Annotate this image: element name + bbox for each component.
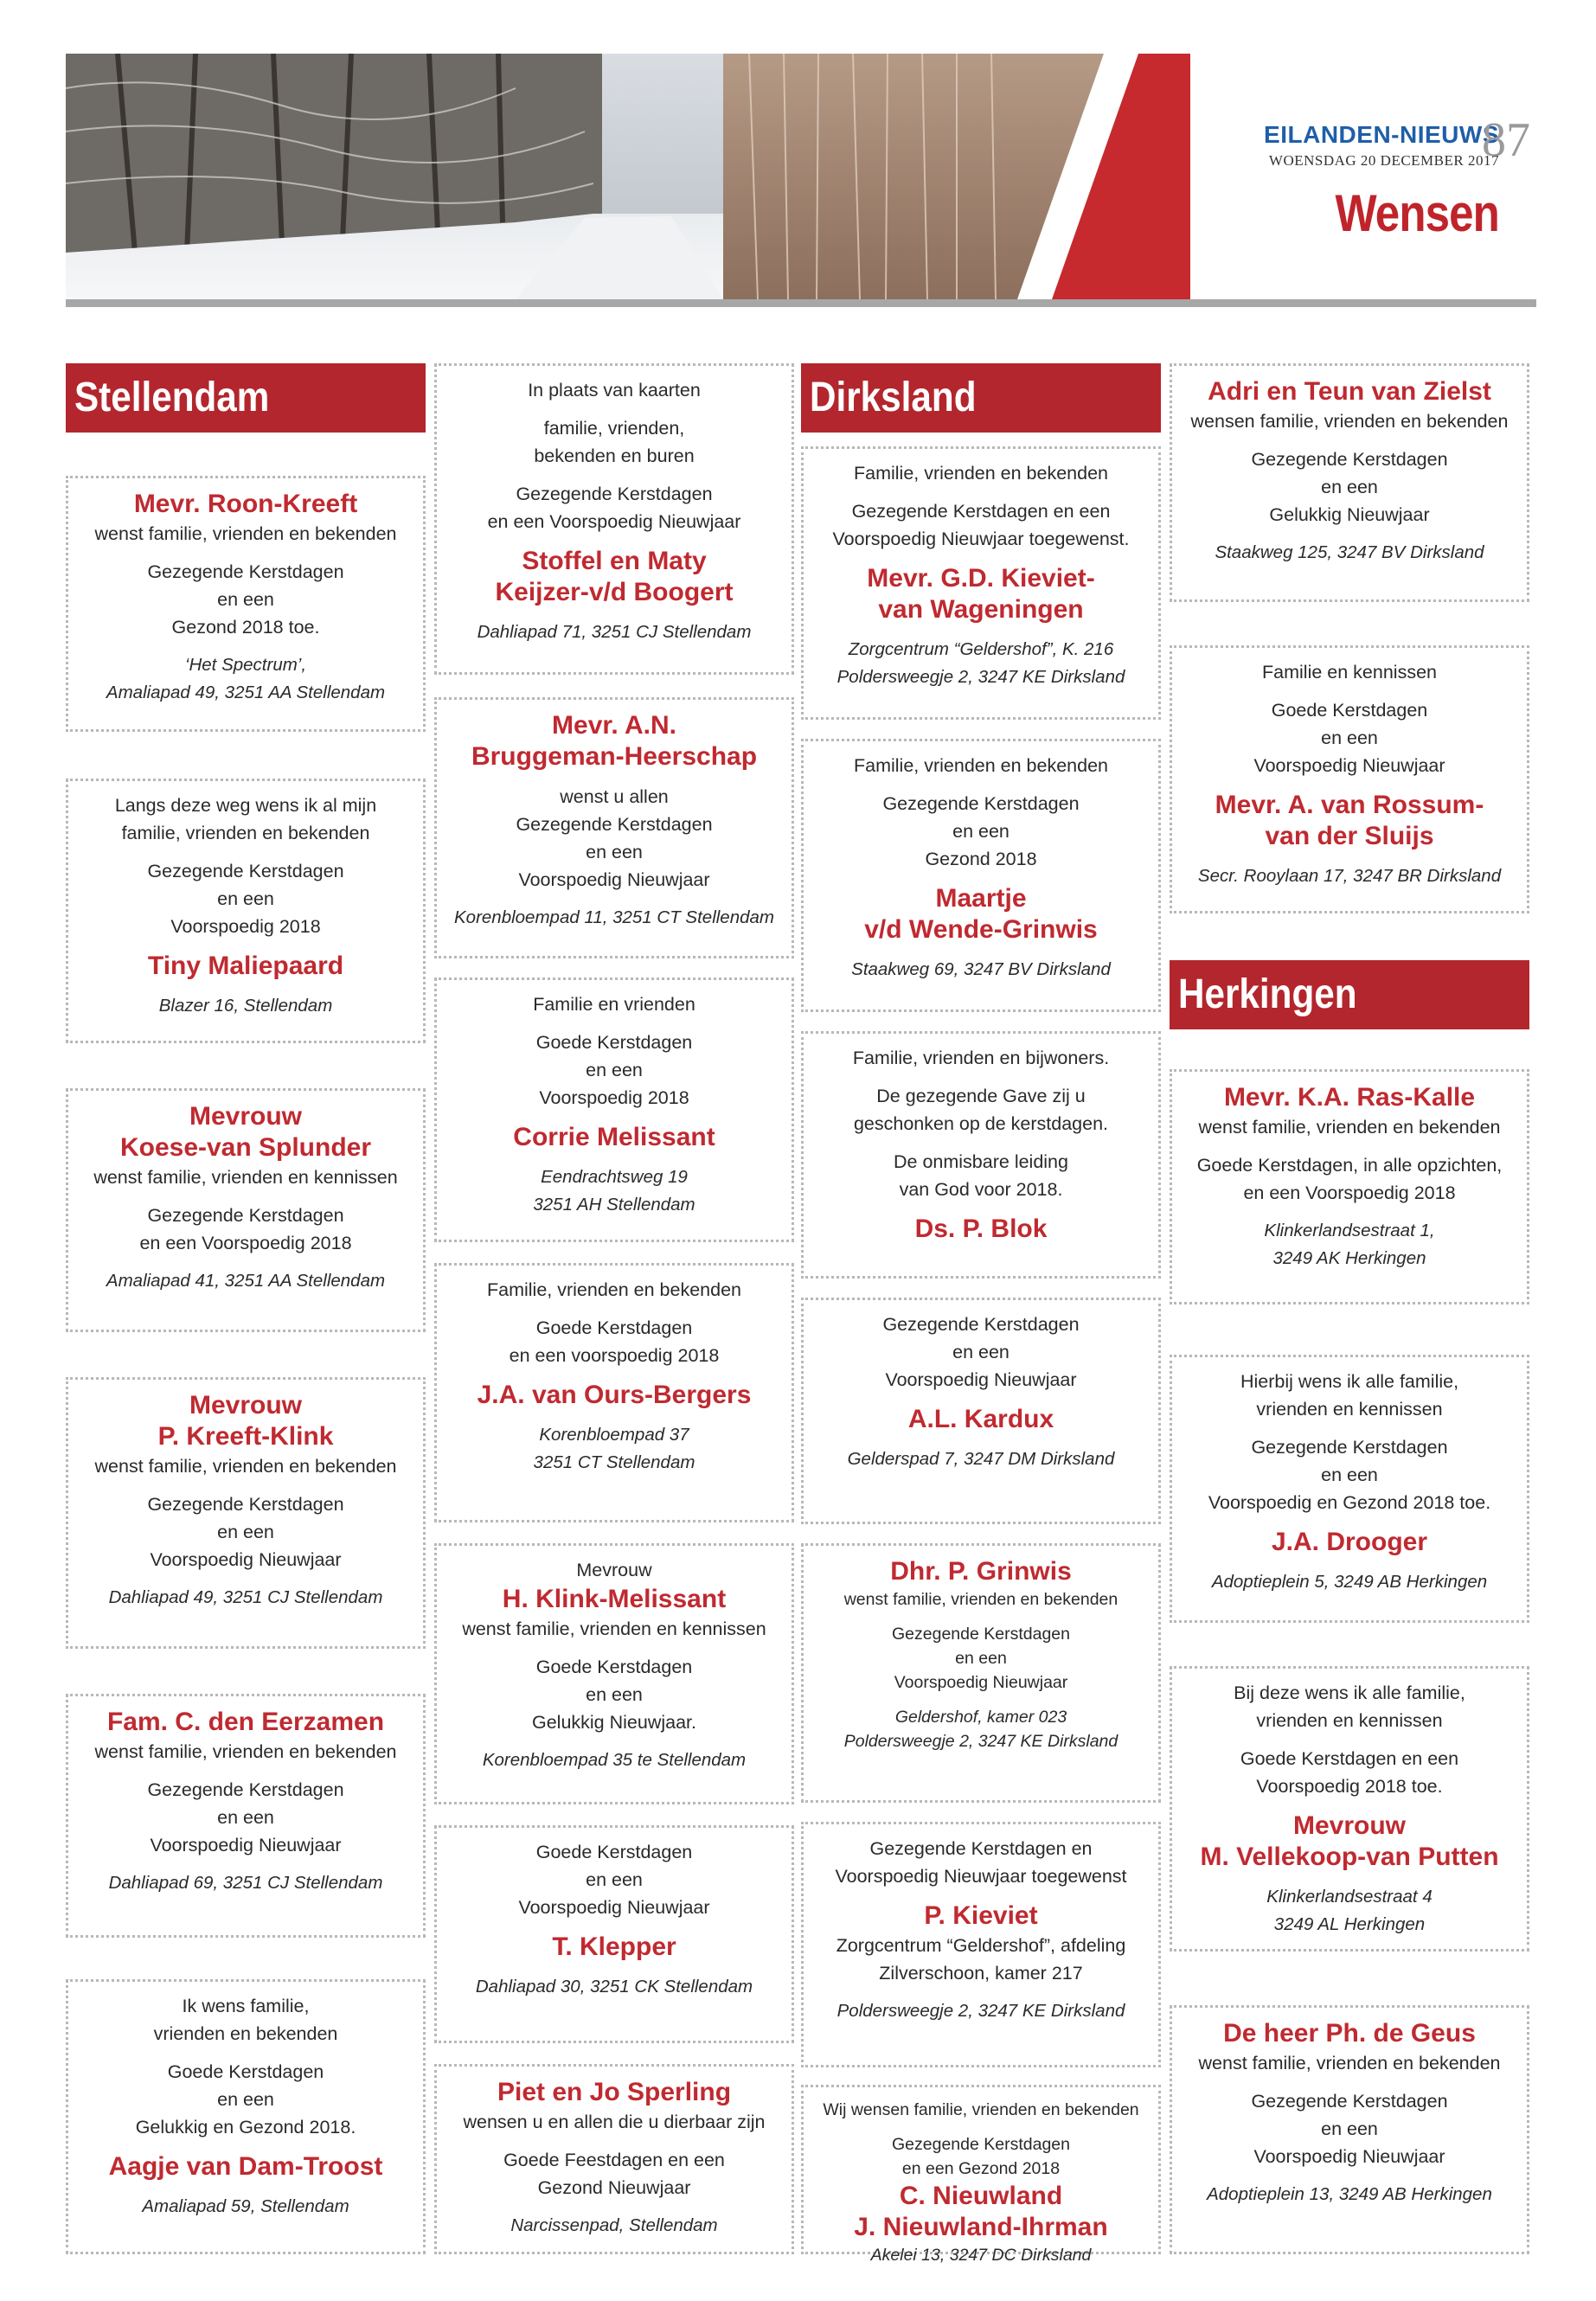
sender-address: Korenbloempad 11, 3251 CT Stellendam xyxy=(454,907,774,927)
wish-line: Voorspoedig 2018 toe. xyxy=(1256,1776,1443,1797)
greeting-line: Familie en kennissen xyxy=(1262,662,1437,683)
greeting-line: Hierbij wens ik alle familie, xyxy=(1240,1371,1459,1392)
header-photo-winter-path xyxy=(66,54,1190,299)
sender-address: Adoptieplein 13, 3249 AB Herkingen xyxy=(1207,2184,1492,2204)
wish-line: Voorspoedig Nieuwjaar xyxy=(1253,755,1445,776)
sender-name: Mevr. Roon-Kreeft xyxy=(133,490,358,518)
sender-address: Amaliapad 49, 3251 AA Stellendam xyxy=(106,683,386,702)
greeting-line: vrienden en bekenden xyxy=(153,2023,338,2044)
greeting-ad xyxy=(1170,1355,1529,1623)
greeting-line: wenst familie, vrienden en bekenden xyxy=(94,523,397,544)
wish-line: Voorspoedig Nieuwjaar xyxy=(150,1549,342,1570)
greeting-line: familie, vrienden, xyxy=(543,418,685,439)
greeting-line: Familie en vrienden xyxy=(533,994,695,1015)
sender-name: Adri en Teun van Zielst xyxy=(1208,377,1491,406)
wish-line: en een xyxy=(952,1342,1010,1362)
sender-address: Dahliapad 30, 3251 CK Stellendam xyxy=(475,1977,753,1997)
sender-address: Secr. Rooylaan 17, 3247 BR Dirksland xyxy=(1197,866,1502,886)
greeting-line: Langs deze weg wens ik al mijn xyxy=(114,795,377,816)
sender-name: Tiny Maliepaard xyxy=(147,952,344,980)
sender-name: Fam. C. den Eerzamen xyxy=(106,1708,385,1736)
greeting-ad xyxy=(434,1543,794,1804)
greeting-ad xyxy=(1170,1666,1529,1952)
wish-line: van God voor 2018. xyxy=(899,1179,1063,1200)
region-banner-label: Stellendam xyxy=(74,375,270,420)
greeting-ad xyxy=(434,1263,794,1522)
region-banner-herkingen xyxy=(1170,960,1529,1029)
greeting-line: In plaats van kaarten xyxy=(528,380,701,401)
wish-line: en een xyxy=(217,2089,274,2110)
wish-line: De gezegende Gave zij u xyxy=(876,1086,1086,1106)
greeting-ad xyxy=(66,1377,426,1649)
sender-address: Geldershof, kamer 023 xyxy=(894,1708,1067,1727)
sender-name: Mevrouw xyxy=(189,1102,303,1131)
greeting-line: vrienden en kennissen xyxy=(1256,1710,1443,1731)
greeting-line: wenst familie, vrienden en kennissen xyxy=(462,1618,766,1639)
wish-line: Voorspoedig Nieuwjaar xyxy=(1253,2146,1445,2167)
column-dirksland xyxy=(801,363,1161,2265)
sender-name: M. Vellekoop-van Putten xyxy=(1200,1843,1499,1871)
wish-line: Gezegende Kerstdagen xyxy=(516,814,713,835)
sender-name: Ds. P. Blok xyxy=(914,1215,1048,1243)
wish-line: Gezegende Kerstdagen xyxy=(147,1494,344,1515)
wish-line: en een xyxy=(952,821,1010,842)
greeting-line: Familie, vrienden en bekenden xyxy=(486,1279,742,1300)
wish-line: Gezegende Kerstdagen xyxy=(1251,1437,1448,1458)
wish-line: Gezegende Kerstdagen xyxy=(1251,2091,1448,2112)
wish-line: en een xyxy=(217,1522,274,1542)
newspaper-logo[interactable]: EILANDEN-NIEUWS xyxy=(1264,121,1499,148)
greeting-line: wenst familie, vrienden en bekenden xyxy=(94,1741,397,1762)
wish-line: Gelukkig Nieuwjaar xyxy=(1269,504,1430,525)
sender-address: Korenbloempad 37 xyxy=(539,1425,689,1445)
wish-line: geschonken op de kerstdagen. xyxy=(853,1113,1109,1134)
sender-name: Stoffel en Maty xyxy=(522,547,707,575)
header-divider xyxy=(66,299,1536,307)
wish-line: en een voorspoedig 2018 xyxy=(509,1345,720,1366)
wish-line: Gezegende Kerstdagen en een xyxy=(851,501,1111,522)
sender-name: Mevr. K.A. Ras-Kalle xyxy=(1223,1083,1476,1112)
page-number: 87 xyxy=(1482,113,1530,167)
greeting-ad xyxy=(66,1088,426,1332)
sender-name: Bruggeman-Heerschap xyxy=(471,742,758,771)
sender-address: 3251 CT Stellendam xyxy=(533,1452,695,1472)
greeting-ad xyxy=(434,363,794,675)
sender-address: Poldersweegje 2, 3247 KE Dirksland xyxy=(836,667,1125,687)
sender-address: Staakweg 69, 3247 BV Dirksland xyxy=(851,959,1111,979)
greeting-ad xyxy=(434,2064,794,2254)
wish-line: en een Voorspoedig Nieuwjaar xyxy=(487,511,741,532)
greeting-line: wenst familie, vrienden en bekenden xyxy=(843,1590,1118,1609)
wish-line: Voorspoedig 2018 xyxy=(539,1087,689,1108)
wish-line: Goede Kerstdagen xyxy=(535,1317,693,1338)
wish-line: en een xyxy=(1321,477,1378,497)
sender-name: van der Sluijs xyxy=(1265,822,1434,850)
sender-address: Poldersweegje 2, 3247 KE Dirksland xyxy=(843,1732,1118,1751)
greeting-ad xyxy=(801,1543,1161,1803)
sender-address: Akelei 13, 3247 DC Dirksland xyxy=(870,2246,1092,2265)
wish-line: Goede Feestdagen en een xyxy=(503,2150,725,2170)
sender-name: Keijzer-v/d Boogert xyxy=(495,578,734,606)
wish-line: en een xyxy=(217,888,274,909)
wish-line: en een Voorspoedig 2018 xyxy=(139,1233,352,1253)
greeting-line: Zorgcentrum “Geldershof”, afdeling xyxy=(836,1935,1126,1956)
wish-line: Gezond Nieuwjaar xyxy=(537,2177,691,2198)
greeting-ad xyxy=(434,977,794,1242)
greeting-ad xyxy=(66,1694,426,1938)
greeting-ad xyxy=(801,446,1161,720)
sender-address: Poldersweegje 2, 3247 KE Dirksland xyxy=(836,2001,1125,2021)
sender-address: Amaliapad 41, 3251 AA Stellendam xyxy=(106,1271,386,1291)
greeting-ad xyxy=(434,1825,794,2043)
wish-line: en een xyxy=(217,1807,274,1828)
wish-line: Goede Kerstdagen xyxy=(167,2061,324,2082)
sender-address: Klinkerlandsestraat 1, xyxy=(1264,1221,1435,1240)
region-banner-label: Dirksland xyxy=(810,375,977,420)
sender-name: Koese-van Splunder xyxy=(119,1133,372,1162)
wish-line: en een xyxy=(955,1649,1007,1668)
sender-address: Zorgcentrum “Geldershof”, K. 216 xyxy=(848,639,1114,659)
greeting-ad xyxy=(1170,363,1529,602)
greeting-line: vrienden en kennissen xyxy=(1256,1399,1443,1420)
wish-line: en een xyxy=(586,1060,643,1080)
region-banner-stellendam xyxy=(66,363,426,433)
greeting-line: Wij wensen familie, vrienden en bekenden xyxy=(823,2100,1139,2119)
sender-address: Dahliapad 49, 3251 CJ Stellendam xyxy=(108,1587,383,1607)
greeting-ad xyxy=(801,739,1161,1012)
greeting-line: Familie, vrienden en bijwoners. xyxy=(852,1048,1110,1068)
wish-line: Goede Kerstdagen xyxy=(535,1032,693,1053)
greeting-ad xyxy=(801,2085,1161,2265)
greeting-ad xyxy=(801,1031,1161,1279)
column-stellendam xyxy=(66,363,426,2216)
greeting-ad xyxy=(801,1298,1161,1524)
greeting-line: wensen u en allen die u dierbaar zijn xyxy=(463,2112,766,2132)
greeting-line: Familie, vrienden en bekenden xyxy=(853,755,1109,776)
sender-name: Mevrouw xyxy=(1292,1811,1407,1840)
sender-address: Adoptieplein 5, 3249 AB Herkingen xyxy=(1211,1572,1488,1592)
greeting-line: wenst familie, vrienden en bekenden xyxy=(1198,1117,1501,1138)
section-title: Wensen xyxy=(1335,184,1499,242)
wish-line: Voorspoedig Nieuwjaar xyxy=(885,1369,1077,1390)
sender-name: A.L. Kardux xyxy=(907,1405,1054,1433)
sender-name: J.A. van Ours-Bergers xyxy=(477,1381,752,1409)
greeting-line: bekenden en buren xyxy=(534,445,695,466)
wish-line: Voorspoedig Nieuwjaar xyxy=(894,1673,1068,1692)
sender-address: 3249 AL Herkingen xyxy=(1273,1914,1426,1934)
sender-name: van Wageningen xyxy=(878,595,1084,624)
sender-name: Corrie Melissant xyxy=(513,1123,715,1151)
wish-line: Voorspoedig Nieuwjaar toegewenst. xyxy=(832,529,1130,549)
sender-name: Maartje xyxy=(935,884,1027,913)
wish-line: Gezegende Kerstdagen xyxy=(892,2135,1070,2154)
greeting-line: wensen familie, vrienden en bekenden xyxy=(1190,411,1509,432)
wish-line: en een xyxy=(1321,2118,1378,2139)
sender-address: Klinkerlandsestraat 4 xyxy=(1266,1887,1433,1907)
region-banner-dirksland xyxy=(801,363,1161,433)
region-banner-label: Herkingen xyxy=(1178,971,1357,1017)
sender-name: T. Klepper xyxy=(552,1932,676,1961)
sender-name: Mevr. G.D. Kieviet- xyxy=(867,564,1095,593)
wish-line: Gelukkig en Gezond 2018. xyxy=(135,2117,356,2138)
wish-line: Gezond 2018 toe. xyxy=(171,617,320,638)
wish-line: Voorspoedig Nieuwjaar xyxy=(518,1897,710,1918)
wish-line: Gezegende Kerstdagen en xyxy=(869,1838,1093,1859)
wish-line: Voorspoedig Nieuwjaar toegewenst xyxy=(835,1866,1127,1887)
greeting-line: wenst u allen xyxy=(560,786,669,807)
wish-line: Gezegende Kerstdagen xyxy=(147,861,344,881)
greeting-ad xyxy=(434,697,794,958)
wish-line: De onmisbare leiding xyxy=(894,1151,1068,1172)
wish-line: Goede Kerstdagen, in alle opzichten, xyxy=(1196,1155,1503,1176)
wish-line: Gezegende Kerstdagen xyxy=(516,484,713,504)
greeting-line: Familie, vrienden en bekenden xyxy=(853,463,1109,484)
sender-address: Gelderspad 7, 3247 DM Dirksland xyxy=(847,1449,1115,1469)
wish-line: en een xyxy=(1321,727,1378,748)
wish-line: Gezegende Kerstdagen xyxy=(147,561,344,582)
wish-line: Gezegende Kerstdagen xyxy=(882,793,1080,814)
greeting-ad xyxy=(1170,1069,1529,1304)
wish-line: Goede Kerstdagen xyxy=(1271,700,1428,721)
wish-line: Voorspoedig 2018 xyxy=(170,916,321,937)
wish-line: Voorspoedig Nieuwjaar xyxy=(518,869,710,890)
greeting-line: wenst familie, vrienden en bekenden xyxy=(94,1456,397,1477)
wish-line: Gezond 2018 xyxy=(925,849,1037,869)
wish-line: Gezegende Kerstdagen xyxy=(147,1205,344,1226)
greeting-line: wenst familie, vrienden en kennissen xyxy=(93,1167,398,1188)
publication-date: WOENSDAG 20 DECEMBER 2017 xyxy=(1268,152,1499,169)
wish-line: en een xyxy=(217,589,274,610)
sender-address: Narcissenpad, Stellendam xyxy=(510,2215,718,2235)
greeting-line: Ik wens familie, xyxy=(182,1996,310,2016)
greeting-line: Zilverschoon, kamer 217 xyxy=(879,1963,1083,1984)
sender-name: P. Kreeft-Klink xyxy=(157,1422,334,1451)
sender-name: H. Klink-Melissant xyxy=(502,1585,727,1613)
wish-line: en een xyxy=(1321,1465,1378,1485)
wish-line: en een xyxy=(586,1869,643,1890)
sender-name: v/d Wende-Grinwis xyxy=(864,915,1098,944)
greeting-line: familie, vrienden en bekenden xyxy=(121,823,370,843)
sender-address: Amaliapad 59, Stellendam xyxy=(142,2196,349,2216)
greeting-line: wenst familie, vrienden en bekenden xyxy=(1198,2053,1501,2073)
sender-name: Piet en Jo Sperling xyxy=(497,2078,732,2106)
greeting-ad xyxy=(66,779,426,1043)
greeting-line: Bij deze wens ik alle familie, xyxy=(1234,1682,1465,1703)
wish-line: Voorspoedig en Gezond 2018 toe. xyxy=(1208,1492,1491,1513)
sender-address: Dahliapad 71, 3251 CJ Stellendam xyxy=(477,622,752,642)
wish-line: en een xyxy=(586,1684,643,1705)
sender-name: P. Kieviet xyxy=(924,1901,1038,1930)
sender-name: J. Nieuwland-Ihrman xyxy=(854,2213,1108,2241)
greeting-line: Mevrouw xyxy=(576,1560,652,1580)
greeting-ad xyxy=(66,476,426,732)
wish-line: Goede Kerstdagen xyxy=(535,1657,693,1677)
sender-address: 3249 AK Herkingen xyxy=(1272,1248,1426,1268)
sender-name: De heer Ph. de Geus xyxy=(1223,2019,1476,2048)
sender-name: Aagje van Dam-Troost xyxy=(108,2152,383,2181)
sender-name: Mevr. A. van Rossum- xyxy=(1215,791,1484,819)
sender-address: 3251 AH Stellendam xyxy=(533,1195,695,1215)
wish-line: Goede Kerstdagen xyxy=(535,1842,693,1862)
page-header xyxy=(66,54,1536,308)
sender-address: Eendrachtsweg 19 xyxy=(541,1167,688,1187)
sender-name: Mevr. A.N. xyxy=(552,711,676,740)
greeting-ad xyxy=(66,1979,426,2254)
sender-name: Mevrouw xyxy=(189,1391,303,1420)
wish-line: en een Gezond 2018 xyxy=(901,2159,1061,2178)
sender-name: C. Nieuwland xyxy=(899,2182,1063,2210)
wish-line: Voorspoedig Nieuwjaar xyxy=(150,1835,342,1856)
greeting-ad xyxy=(1170,645,1529,913)
wish-line: Goede Kerstdagen en een xyxy=(1240,1748,1459,1769)
sender-address: Korenbloempad 35 te Stellendam xyxy=(482,1750,747,1770)
greeting-ad xyxy=(1170,2005,1529,2254)
wish-line: Gelukkig Nieuwjaar. xyxy=(531,1712,696,1733)
wish-line: Gezegende Kerstdagen xyxy=(147,1779,344,1800)
sender-address: Dahliapad 69, 3251 CJ Stellendam xyxy=(108,1873,383,1893)
wish-line: en een Voorspoedig 2018 xyxy=(1243,1183,1456,1203)
wish-line: Gezegende Kerstdagen xyxy=(1251,449,1448,470)
winter-landscape-image xyxy=(66,54,1190,299)
sender-name: J.A. Drooger xyxy=(1271,1528,1428,1556)
greeting-ad xyxy=(801,1822,1161,2067)
sender-address: Staakweg 125, 3247 BV Dirksland xyxy=(1215,542,1484,562)
wish-line: Gezegende Kerstdagen xyxy=(892,1625,1070,1644)
wish-line: en een xyxy=(586,842,643,862)
sender-address: ‘Het Spectrum’, xyxy=(184,655,307,675)
wish-line: Gezegende Kerstdagen xyxy=(882,1314,1080,1335)
sender-address: Blazer 16, Stellendam xyxy=(158,996,333,1016)
sender-name: Dhr. P. Grinwis xyxy=(890,1557,1072,1586)
